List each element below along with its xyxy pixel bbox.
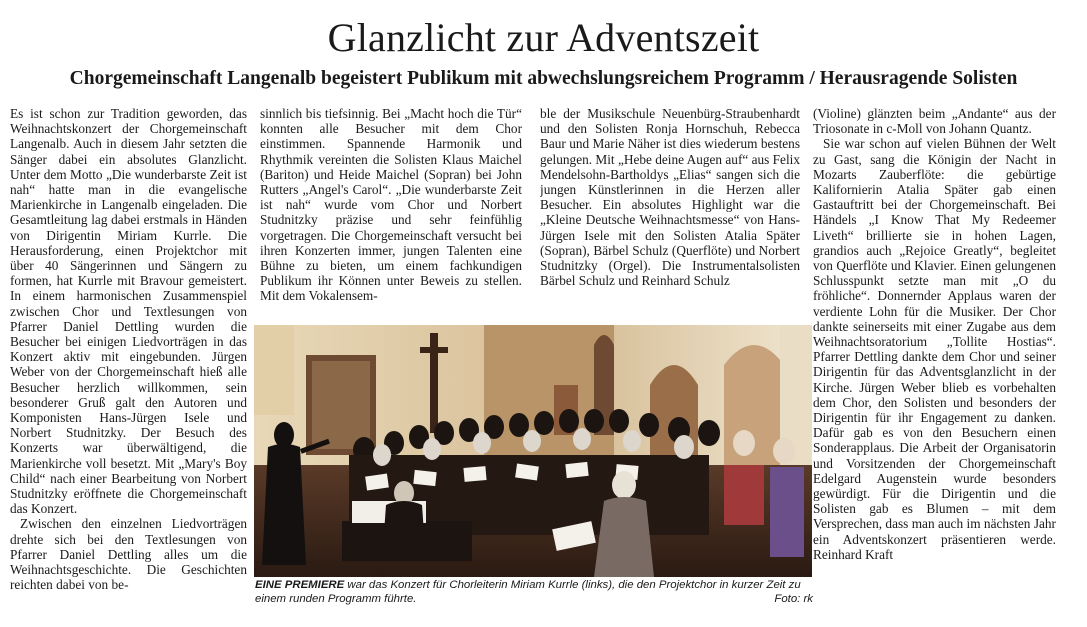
article-paragraph: Zwischen den einzelnen Liedvorträgen drehte sich bei den Textlesungen von Pfarrer Daniel Dettling alles um die Weihnachtsgeschichte. Die Geschichten reichten dabei von be-	[10, 516, 247, 593]
article-paragraph: Es ist schon zur Tradition geworden, das Weihnachtskonzert der Chorgemeinschaft Langenalb. Auch in diesem Jahr setzten die Sänger dabei ein absolutes Glanzlicht. Unter dem Motto „Die wunderbarste Zeit ist nah“ hatte man in die evangelische Marienkirche in Langenalb eingeladen. Die Gesamtleitung lag dabei erstmals in Händen von Dirigentin Miriam Kurrle. Die Herausforderung, einen Projektchor mit über 40 Sängerinnen und Sängern zu formen, hat Kurrle mit Bravour gemeistert. In einem harmonischen Zusammenspiel zwischen Chor und Textlesungen von Pfarrer Daniel Dettling wurden die Besucher bei einigen Liedvorträgen in das Konzert aktiv mit eingebunden. Jürgen Weber von der Chorgemeinschaft hieß alle Besucher herzlich willkommen, sein besonderer Gruß galt den Autoren und Komponisten Hans-Jürgen Isele und Norbert Studnitzky. Der Besuch des Konzerts war überwältigend, die Marienkirche voll besetzt. Mit „Mary's Boy Child“ nach einer Bearbeitung von Norbert Studnitzky eröffnete die Chorgemeinschaft das Konzert.	[10, 106, 247, 517]
article-paragraph: ble der Musikschule Neuenbürg-Straubenhardt und den Solisten Ronja Hornschuh, Rebecca Baur und Marie Näher ist dies wiederum bestens gelungen. Mit „Hebe deine Augen auf“ aus Felix Mendelsohn-Bartholdys „Elias“ sangen sich die jungen Künstlerinnen in die Herzen aller Besucher. Ein absolutes Highlight war die „Kleine Deutsche Weihnachtsmesse“ von Hans-Jürgen Isele mit den Solisten Atalia Später (Sopran), Bärbel Schulz (Querflöte) und Norbert Studnitzky (Orgel). Die Instrumentalsolisten Bärbel Schulz und Reinhard Schulz	[540, 106, 800, 289]
photo-caption	[255, 579, 813, 606]
caption-lead: EINE PREMIERE	[255, 579, 345, 591]
caption-text: war das Konzert für Chorleiterin Miriam Kurrle (links), die den Projektchor in kurzer Zeit zu einem runden Programm führte.	[255, 579, 801, 605]
article-paragraph: sinnlich bis tiefsinnig. Bei „Macht hoch die Tür“ konnten alle Besucher mit dem Chor einstimmen. Spannende Harmonik und Rhythmik vereinten die Solisten Klaus Maichel (Bariton) und Heide Maichel (Sopran) bei John Rutters „Angel's Carol“. „Die wunderbarste Zeit ist nah“ wurde vom Chor und Norbert Studnitzky präzise und sehr feinfühlig vorgetragen. Die Chorgemeinschaft versucht bei ihren Konzerten immer, jungen Talenten eine Bühne zu bieten, um einem fachkundigen Publikum ihr Können unter Beweis zu stellen. Mit dem Vokalensem-	[260, 106, 522, 304]
article-column-2	[260, 106, 522, 318]
article-column-1	[10, 106, 247, 606]
choir-concert-photo	[254, 325, 812, 577]
photo-credit: Foto: rk	[774, 592, 813, 605]
article-paragraph: (Violine) glänzten beim „Andante“ aus der Triosonate in c-Moll von Johann Quantz.	[813, 106, 1056, 137]
article-column-4	[813, 106, 1056, 606]
subheadline: Chorgemeinschaft Langenalb begeistert Publikum mit abwechslungsreichem Programm / Herausragende Solisten	[69, 68, 1018, 89]
headline: Glanzlicht zur Adventszeit	[327, 15, 760, 60]
article-paragraph: Sie war schon auf vielen Bühnen der Welt zu Gast, sang die Königin der Nacht in Mozarts Zauberflöte: die gebürtige Kalifornierin Atalia Später gab einen Gastauftritt bei der Chorgemeinschaft. Bei Händels „I Know That My Redeemer Liveth“ brillierte sie in hohen Lagen, grandios auch „Rejoice Greatly“, begleitet von Querflöte und Klavier. Einen gelungenen Schlusspunkt setzte man mit „O du fröhliche“. Donnernder Applaus waren der verdiente Lohn für die Musiker. Der Chor dankte seinerseits mit einer Zugabe aus dem Weihnachtsoratorium „Tollite Hostias“. Pfarrer Dettling dankte dem Chor und seiner Dirigentin für das Adventsglanzlicht in der Kirche. Jürgen Weber blieb es vorbehalten dem Chor, den Solisten und besonders der Dirigentin für ihr Engagement zu danken. Dafür gab es von den Besuchern einen Sonderapplaus. Die Arbeit der Organisatorin und Vorsitzenden der Chorgemeinschaft Edelgard Augenstein wurde besonders gewürdigt. Für die Dirigentin und die Solisten gab es Blumen – mit dem Versprechen, dass man auch im nächsten Jahr ein Adventskonzert präsentieren werde. Reinhard Kraft	[813, 136, 1056, 562]
article-column-3	[540, 106, 800, 318]
